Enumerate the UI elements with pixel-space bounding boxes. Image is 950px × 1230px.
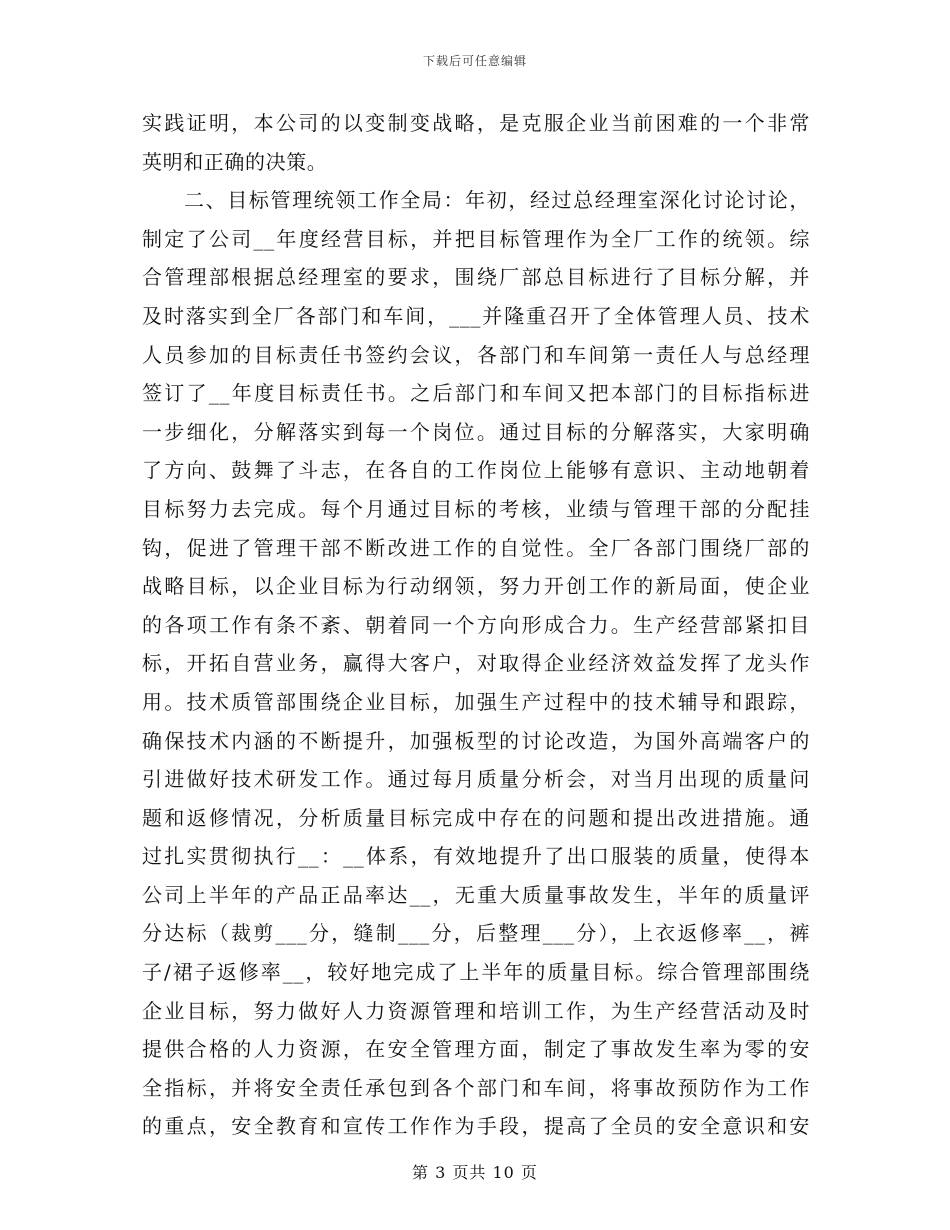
text-line: 战略目标，以企业目标为行动纲领，努力开创工作的新局面，使企业 [142,574,810,599]
text-line: 公司上半年的产品正品率达__，无重大质量事故发生，半年的质量评 [142,882,810,907]
text-line: 实践证明，本公司的以变制变战略，是克服企业当前困难的一个非常 [142,111,810,135]
body-text [142,104,810,1146]
text-line: 及时落实到全厂各部门和车间，___并隆重召开了全体管理人员、技术 [142,303,810,328]
text-line: 的各项工作有条不紊、朝着同一个方向形成合力。生产经营部紧扣目 [142,612,810,637]
page-header: 下载后可任意编辑 [422,54,527,68]
text-line: 二、目标管理统领工作全局：年初，经过总经理室深化讨论讨论， [184,188,810,213]
text-line: 了方向、鼓舞了斗志，在各自的工作岗位上能够有意识、主动地朝着 [142,458,810,483]
text-line: 确保技术内涵的不断提升，加强板型的讨论改造，为国外高端客户的 [142,728,810,753]
text-line: 人员参加的目标责任书签约会议，各部门和车间第一责任人与总经理 [142,342,810,367]
text-line: 题和返修情况，分析质量目标完成中存在的问题和提出改进措施。通 [142,805,810,830]
text-line: 目标努力去完成。每个月通过目标的考核，业绩与管理干部的分配挂 [142,496,810,521]
text-line: 全指标，并将安全责任承包到各个部门和车间，将事故预防作为工作 [142,1075,810,1100]
text-line: 提供合格的人力资源，在安全管理方面，制定了事故发生率为零的安 [142,1037,810,1062]
text-line: 钩，促进了管理干部不断改进工作的自觉性。全厂各部门围绕厂部的 [142,535,810,560]
text-line: 标，开拓自营业务，赢得大客户，对取得企业经济效益发挥了龙头作 [142,651,810,676]
text-line: 英明和正确的决策。 [142,149,328,174]
page-footer: 第 3 页共 10 页 [412,1163,538,1182]
text-line: 一步细化，分解落实到每一个岗位。通过目标的分解落实，大家明确 [142,419,810,444]
text-line: 签订了__年度目标责任书。之后部门和车间又把本部门的目标指标进 [142,381,810,406]
text-line: 合管理部根据总经理室的要求，围绕厂部总目标进行了目标分解，并 [142,265,810,290]
text-line: 企业目标，努力做好人力资源管理和培训工作，为生产经营活动及时 [142,998,810,1023]
text-line: 的重点，安全教育和宣传工作作为手段，提高了全员的安全意识和安 [142,1114,810,1139]
text-line: 分达标（裁剪___分，缝制___分，后整理___分），上衣返修率__，裤 [142,921,810,946]
text-line: 子/裙子返修率__，较好地完成了上半年的质量目标。综合管理部围绕 [142,960,810,985]
text-line: 用。技术质管部围绕企业目标，加强生产过程中的技术辅导和跟踪， [142,689,810,714]
text-line: 制定了公司__年度经营目标，并把目标管理作为全厂工作的统领。综 [142,226,810,251]
text-line: 引进做好技术研发工作。通过每月质量分析会，对当月出现的质量问 [142,767,810,792]
text-line: 过扎实贯彻执行__：__体系，有效地提升了出口服装的质量，使得本 [142,844,810,869]
